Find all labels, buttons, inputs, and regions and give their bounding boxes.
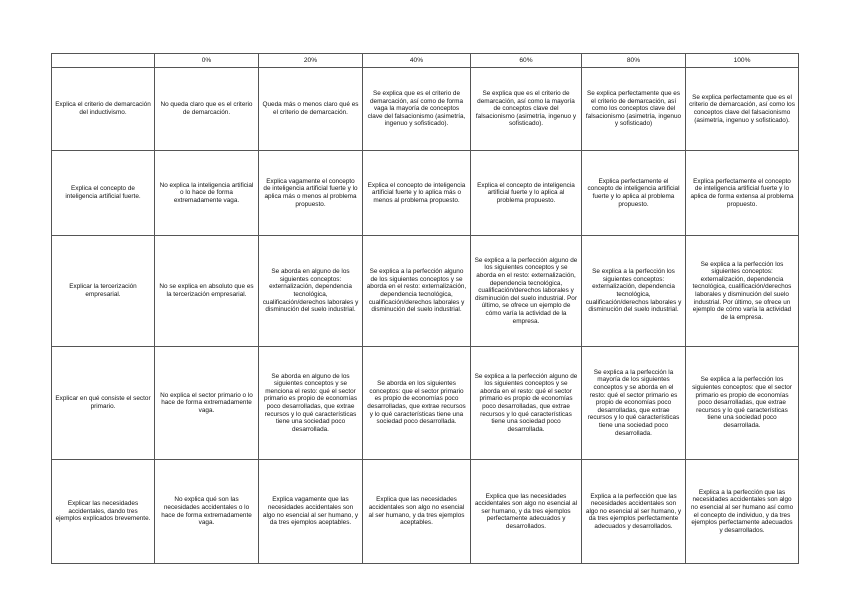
criterion-cell: Explicar las necesidades accidentales, dando tres ejemplos explicados brevemente. [52,460,155,564]
level-cell: Explica el concepto de inteligencia artificial fuerte y lo aplica más o menos al problema propuesto. [363,151,471,236]
level-cell: No explica qué son las necesidades accidentales o lo hace de forma extremadamente vaga. [155,460,259,564]
header-cell-20: 20% [259,54,363,68]
header-cell-100: 100% [686,54,799,68]
level-cell: Se explica perfectamente que es el criterio de demarcación, así como los conceptos clave del falsacionismo (asimetría, ingenuo y sofisticado). [686,68,799,151]
rubric-table [51,53,799,564]
level-cell: Se aborda en alguno de los siguientes conceptos: externalización, dependencia tecnológica, cualificación/derechos laborales y disminución del suelo industrial. [259,236,363,347]
level-cell: Explica perfectamente el concepto de inteligencia artificial fuerte y lo aplica de forma extensa al problema propuesto. [686,151,799,236]
level-cell: Se explica a la perfección alguno de los siguientes conceptos y se aborda en el resto: externalización, dependencia tecnológica, cualificación/derechos laborales y disminución del suelo industrial. Por último, se ofrece un ejemplo de cómo varía la actividad de la empresa. [471,236,582,347]
level-cell: Explica a la perfección que las necesidades accidentales son algo no esencial al ser humano, y da tres ejemplos perfectamente adecuados y desarrollados. [582,460,686,564]
level-cell: Se explica a la perfección la mayoría de los siguientes conceptos y se aborda en el resto: qué el sector primario es propio de economías poco desarrolladas, que extrae recursos y lo qué características tiene una sociedad poco desarrollada. [582,347,686,460]
level-cell: Explica perfectamente el concepto de inteligencia artificial fuerte y lo aplica al problema propuesto. [582,151,686,236]
level-cell: Se explica que es el criterio de demarcación, así como de forma vaga la mayoría de conceptos clave del falsacionismo (asimetría, ingenuo y sofisticado). [363,68,471,151]
criterion-cell: Explicar la tercerización empresarial. [52,236,155,347]
header-cell-40: 40% [363,54,471,68]
header-row [52,54,799,68]
criterion-cell: Explica el criterio de demarcación del inductivismo. [52,68,155,151]
level-cell: Explica que las necesidades accidentales son algo no esencial al ser humano, y da tres ejemplos aceptables. [363,460,471,564]
level-cell: Explica vagamente que las necesidades accidentales son algo no esencial al ser humano, y da tres ejemplos aceptables. [259,460,363,564]
level-cell: Se explica a la perfección los siguientes conceptos: externalización, dependencia tecnológica, cualificación/derechos laborales y disminución del suelo industrial. Por último, se ofrece un ejemplo de cómo varía la actividad de la empresa. [686,236,799,347]
level-cell: Queda más o menos claro qué es el criterio de demarcación. [259,68,363,151]
header-cell-80: 80% [582,54,686,68]
level-cell: No explica el sector primario o lo hace de forma extremadamente vaga. [155,347,259,460]
level-cell: Se aborda en los siguientes conceptos: que el sector primario es propio de economías poco desarrolladas, que extrae recursos y lo qué características tiene una sociedad poco desarrollada. [363,347,471,460]
header-cell-empty [52,54,155,68]
level-cell: Se explica a la perfección alguno de los siguientes conceptos y se aborda en el resto: qué el sector primario es propio de economías poco desarrolladas, que extrae recursos y lo qué características tiene una sociedad poco desarrollada. [471,347,582,460]
level-cell: Se explica que es el criterio de demarcación, así como la mayoría de conceptos clave del falsacionismo (asimetría, ingenuo y sofisticado). [471,68,582,151]
level-cell: Explica el concepto de inteligencia artificial fuerte y lo aplica al problema propuesto. [471,151,582,236]
level-cell: Explica a la perfección que las necesidades accidentales son algo no esencial al ser humano así como el concepto de individuo, y da tres ejemplos perfectamente adecuados y desarrollados. [686,460,799,564]
header-cell-60: 60% [471,54,582,68]
level-cell: Se explica perfectamente que es el criterio de demarcación, así como los conceptos clave del falsacionismo (asimetría, ingenuo y sofisticado) [582,68,686,151]
table-row [52,347,799,460]
level-cell: Se explica a la perfección los siguientes conceptos: que el sector primario es propio de economías poco desarrolladas, que extrae recursos y lo qué características tiene una sociedad poco desarrollada. [686,347,799,460]
header-cell-0: 0% [155,54,259,68]
table-row [52,68,799,151]
criterion-cell: Explicar en qué consiste el sector primario. [52,347,155,460]
level-cell: Se explica a la perfección los siguientes conceptos: externalización, dependencia tecnológica, cualificación/derechos laborales y disminución del suelo industrial. [582,236,686,347]
level-cell: No explica la inteligencia artificial o lo hace de forma extremadamente vaga. [155,151,259,236]
level-cell: No se explica en absoluto que es la tercerización empresarial. [155,236,259,347]
level-cell: Explica que las necesidades accidentales son algo no esencial al ser humano, y da tres ejemplos perfectamente adecuados y desarrollados. [471,460,582,564]
level-cell: Se explica a la perfección alguno de los siguientes conceptos y se aborda en el resto: externalización, dependencia tecnológica, cualificación/derechos laborales y disminución del suelo industrial. [363,236,471,347]
level-cell: Se aborda en alguno de los siguientes conceptos y se menciona el resto: qué el sector primario es propio de economías poco desarrolladas, que extrae recursos y lo qué características tiene una sociedad poco desarrollada. [259,347,363,460]
table-row [52,460,799,564]
criterion-cell: Explica el concepto de inteligencia artificial fuerte. [52,151,155,236]
table-row [52,236,799,347]
level-cell: Explica vagamente el concepto de inteligencia artificial fuerte y lo aplica más o menos al problema propuesto. [259,151,363,236]
table-row [52,151,799,236]
level-cell: No queda claro que es el criterio de demarcación. [155,68,259,151]
